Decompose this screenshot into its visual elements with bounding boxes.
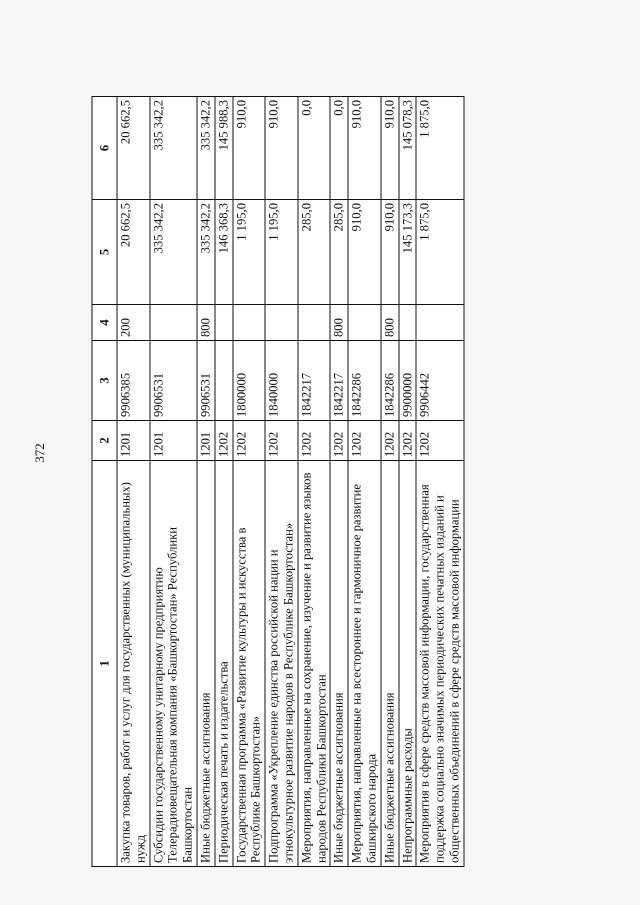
row-rz: 1202 (399, 421, 417, 461)
rotated-table-container (92, 97, 587, 867)
row-vr (215, 305, 233, 341)
row-vr (298, 305, 331, 341)
row-rz: 1202 (215, 421, 233, 461)
row-value-6: 335 342,2 (197, 97, 215, 200)
row-name: Мероприятия, направленные на всестороннее и гармоничное развитие башкирского народа (348, 461, 381, 867)
row-value-6: 145 078,3 (399, 97, 417, 200)
table-row (348, 97, 381, 867)
row-vr (399, 305, 417, 341)
row-vr (265, 305, 298, 341)
row-csr: 1800000 (233, 341, 266, 421)
row-value-5: 910,0 (348, 200, 381, 305)
row-value-5: 145 173,3 (399, 200, 417, 305)
row-csr: 1842286 (348, 341, 381, 421)
header-col-1: 1 (92, 461, 117, 867)
table-row (117, 97, 150, 867)
header-col-6: 6 (92, 97, 117, 200)
row-name: Мероприятия в сфере средств массовой информации, государственная поддержка социально значимых периодических печатных изданий и общественных объединений в сфере средств массовой информации (416, 461, 463, 867)
row-name: Непрограммные расходы (399, 461, 417, 867)
table-row (215, 97, 233, 867)
row-rz: 1202 (298, 421, 331, 461)
row-value-5: 285,0 (298, 200, 331, 305)
row-value-5: 1 195,0 (265, 200, 298, 305)
row-rz: 1201 (117, 421, 150, 461)
table-row (381, 97, 399, 867)
row-csr: 1842217 (298, 341, 331, 421)
row-value-5: 910,0 (381, 200, 399, 305)
row-vr (348, 305, 381, 341)
row-value-5: 335 342,2 (150, 200, 197, 305)
row-value-5: 1 875,0 (416, 200, 463, 305)
row-rz: 1202 (381, 421, 399, 461)
header-row (92, 97, 117, 867)
row-name: Периодическая печать и издательства (215, 461, 233, 867)
row-vr (416, 305, 463, 341)
header-col-5: 5 (92, 200, 117, 305)
row-value-6: 335 342,2 (150, 97, 197, 200)
row-value-5: 335 342,2 (197, 200, 215, 305)
row-csr (215, 341, 233, 421)
row-csr: 9906442 (416, 341, 463, 421)
row-csr: 9906531 (197, 341, 215, 421)
row-value-6: 145 988,3 (215, 97, 233, 200)
row-csr: 1842286 (381, 341, 399, 421)
row-name: Иные бюджетные ассигнования (330, 461, 348, 867)
row-rz: 1201 (197, 421, 215, 461)
row-value-6: 910,0 (348, 97, 381, 200)
header-col-3: 3 (92, 341, 117, 421)
row-value-6: 20 662,5 (117, 97, 150, 200)
row-value-5: 285,0 (330, 200, 348, 305)
row-rz: 1202 (416, 421, 463, 461)
row-csr: 9906385 (117, 341, 150, 421)
row-value-5: 146 368,3 (215, 200, 233, 305)
row-vr: 200 (117, 305, 150, 341)
row-name: Мероприятия, направленные на сохранение, изучение и развитие языков народов Республики Башкортостан (298, 461, 331, 867)
header-col-2: 2 (92, 421, 117, 461)
row-name: Государственная программа «Развитие культуры и искусства в Республике Башкортостан» (233, 461, 266, 867)
table-row (298, 97, 331, 867)
row-value-5: 20 662,5 (117, 200, 150, 305)
row-rz: 1202 (348, 421, 381, 461)
table-row (399, 97, 417, 867)
row-vr (150, 305, 197, 341)
row-rz: 1202 (233, 421, 266, 461)
row-rz: 1202 (330, 421, 348, 461)
row-value-5: 1 195,0 (233, 200, 266, 305)
table-row (150, 97, 197, 867)
row-rz: 1202 (265, 421, 298, 461)
header-col-4: 4 (92, 305, 117, 341)
row-csr: 1840000 (265, 341, 298, 421)
row-vr (233, 305, 266, 341)
table-row (416, 97, 463, 867)
row-csr: 9900000 (399, 341, 417, 421)
row-name: Закупка товаров, работ и услуг для государственных (муниципальных) нужд (117, 461, 150, 867)
row-value-6: 910,0 (233, 97, 266, 200)
row-rz: 1201 (150, 421, 197, 461)
row-value-6: 0,0 (298, 97, 331, 200)
row-name: Иные бюджетные ассигнования (381, 461, 399, 867)
row-value-6: 0,0 (330, 97, 348, 200)
table-row (330, 97, 348, 867)
row-value-6: 910,0 (381, 97, 399, 200)
row-vr: 800 (330, 305, 348, 341)
row-value-6: 1 875,0 (416, 97, 463, 200)
row-vr: 800 (381, 305, 399, 341)
row-name: Иные бюджетные ассигнования (197, 461, 215, 867)
table-row (197, 97, 215, 867)
row-csr: 1842217 (330, 341, 348, 421)
row-csr: 9906531 (150, 341, 197, 421)
row-name: Подпрограмма «Укрепление единства российской нации и этнокультурное развитие народов в Республике Башкортостан» (265, 461, 298, 867)
row-value-6: 910,0 (265, 97, 298, 200)
row-vr: 800 (197, 305, 215, 341)
page-number: 372 (32, 443, 47, 463)
budget-table (92, 96, 465, 867)
table-row (265, 97, 298, 867)
table-row (233, 97, 266, 867)
row-name: Субсидии государственному унитарному предприятию Телерадиовещательная компания «Башкортостан» Республики Башкортостан (150, 461, 197, 867)
